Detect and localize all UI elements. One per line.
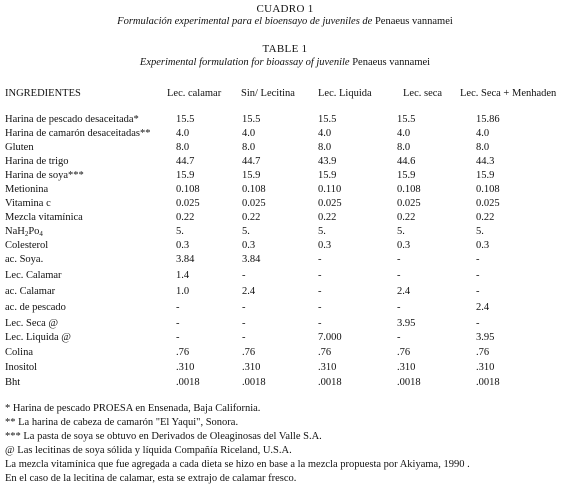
cell-value: 15.9: [242, 170, 261, 181]
cell-value: 2.4: [242, 286, 256, 297]
table-row: [0, 170, 570, 185]
column-header-lec-seca-menhaden: Lec. Seca + Menhaden: [460, 88, 557, 99]
row-label: ac. de pescado: [5, 302, 66, 313]
cell-value: 0.108: [242, 184, 266, 195]
table-row: [0, 318, 570, 333]
row-label: [5, 226, 43, 238]
row-label-subscript: 4: [39, 230, 43, 238]
cell-value: 15.9: [476, 170, 495, 181]
cell-value: -: [176, 302, 180, 313]
cell-value: 4.0: [242, 128, 256, 139]
column-header-lec-seca: Lec. seca: [403, 88, 443, 99]
row-label: Inositol: [5, 362, 38, 373]
cell-value: .310: [476, 362, 495, 373]
cell-value: -: [242, 270, 246, 281]
row-label: Gluten: [5, 142, 34, 153]
cell-value: 1.4: [176, 270, 190, 281]
table-row: [0, 156, 570, 171]
row-label: Colina: [5, 347, 33, 358]
cell-value: 8.0: [476, 142, 490, 153]
table-row: [0, 114, 570, 129]
cuadro-title: CUADRO 1: [256, 3, 314, 15]
english-subtitle-text: Experimental formulation for bioassay of juvenile: [139, 57, 350, 68]
row-label-subscript: 2: [24, 230, 29, 238]
table-title: TABLE 1: [262, 43, 308, 55]
cell-value: 0.3: [397, 240, 411, 251]
cell-value: .0018: [176, 377, 200, 388]
row-label: Colesterol: [5, 240, 49, 251]
cell-value: -: [242, 302, 246, 313]
row-label-part: NaH: [5, 226, 25, 237]
cell-value: -: [476, 254, 480, 265]
spanish-species: Penaeus vannamei: [374, 16, 453, 27]
cell-value: -: [318, 302, 322, 313]
cell-value: .310: [176, 362, 195, 373]
cell-value: 2.4: [397, 286, 411, 297]
cell-value: 4.0: [318, 128, 332, 139]
column-header-lec-calamar: Lec. calamar: [167, 88, 222, 99]
cell-value: -: [476, 270, 480, 281]
table-row: [0, 212, 570, 227]
cell-value: 15.5: [242, 114, 261, 125]
table-row: [0, 270, 570, 285]
cell-value: 44.3: [476, 156, 495, 167]
row-label: Harina de pescado desaceitada*: [5, 114, 139, 125]
row-label: Mezcla vitamínica: [5, 212, 83, 223]
cell-value: .0018: [242, 377, 266, 388]
cell-value: 0.108: [476, 184, 500, 195]
column-header-sin-lecitina: Sin/ Lecitina: [241, 88, 295, 99]
cell-value: 15.5: [176, 114, 195, 125]
cell-value: 15.9: [397, 170, 416, 181]
cell-value: 0.22: [318, 212, 337, 223]
cell-value: .76: [242, 347, 256, 358]
cell-value: 0.22: [397, 212, 416, 223]
cell-value: 8.0: [242, 142, 256, 153]
cell-value: 44.7: [242, 156, 261, 167]
cell-value: 4.0: [176, 128, 190, 139]
column-header-ingredientes: INGREDIENTES: [5, 88, 81, 99]
cell-value: -: [318, 318, 322, 329]
spanish-subtitle: [0, 16, 570, 27]
english-subtitle: [0, 57, 570, 68]
cell-value: 5.: [242, 226, 250, 237]
table-row: [0, 302, 570, 317]
table-row: [0, 286, 570, 301]
cell-value: -: [397, 270, 401, 281]
cell-value: .0018: [397, 377, 421, 388]
cell-value: 15.5: [397, 114, 416, 125]
cell-value: 0.3: [318, 240, 332, 251]
table-row: [0, 362, 570, 377]
row-label: Harina de camarón desaceitadas**: [5, 128, 151, 139]
cell-value: .0018: [318, 377, 342, 388]
cell-value: .310: [318, 362, 337, 373]
cell-value: 3.84: [176, 254, 195, 265]
cell-value: -: [476, 318, 480, 329]
cell-value: .76: [476, 347, 490, 358]
row-label: ac. Soya.: [5, 254, 44, 265]
row-label: Metionina: [5, 184, 49, 195]
row-label: Lec. Calamar: [5, 270, 62, 281]
cell-value: 44.6: [397, 156, 416, 167]
cell-value: 0.108: [176, 184, 200, 195]
table-row: [0, 347, 570, 362]
cell-value: .310: [397, 362, 416, 373]
footnote: La mezcla vitamínica que fue agregada a cada dieta se hizo en base a la mezcla propuesta por Akiyama, 1990 .: [5, 459, 470, 470]
cell-value: 5.: [176, 226, 184, 237]
cell-value: 0.3: [476, 240, 490, 251]
cell-value: .310: [242, 362, 261, 373]
cell-value: 0.3: [176, 240, 190, 251]
cell-value: 15.9: [318, 170, 337, 181]
cell-value: 0.108: [397, 184, 421, 195]
cell-value: -: [318, 254, 322, 265]
column-header-lec-liquida: Lec. Liquida: [318, 88, 372, 99]
cell-value: -: [176, 332, 180, 343]
cell-value: 0.025: [476, 198, 500, 209]
cell-value: 0.025: [176, 198, 200, 209]
row-label: Lec. Seca @: [5, 318, 59, 329]
table-row: [0, 377, 570, 392]
cell-value: 5.: [397, 226, 405, 237]
footnote: En el caso de la lecitina de calamar, esta se extrajo de calamar fresco.: [5, 473, 297, 484]
cell-value: -: [476, 286, 480, 297]
table-row: [0, 128, 570, 143]
cell-value: 0.22: [176, 212, 195, 223]
table-row: [0, 198, 570, 213]
table-row: [0, 184, 570, 199]
table-row: [0, 254, 570, 269]
spanish-subtitle-text: Formulación experimental para el bioensayo de juveniles de: [117, 16, 373, 27]
cell-value: 8.0: [397, 142, 411, 153]
cell-value: 3.95: [397, 318, 416, 329]
cell-value: 4.0: [476, 128, 490, 139]
cell-value: -: [242, 318, 246, 329]
cell-value: 7.000: [318, 332, 342, 343]
cell-value: 15.9: [176, 170, 195, 181]
cell-value: .76: [397, 347, 411, 358]
cell-value: 0.110: [318, 184, 342, 195]
cell-value: 3.84: [242, 254, 261, 265]
cell-value: -: [397, 302, 401, 313]
row-label: ac. Calamar: [5, 286, 56, 297]
cell-value: 43.9: [318, 156, 337, 167]
row-label: Harina de soya***: [5, 170, 84, 181]
row-label-part: Po: [28, 226, 40, 237]
cell-value: .76: [318, 347, 332, 358]
english-species: Penaeus vannamei: [352, 57, 431, 68]
footnote: ** La harina de cabeza de camarón "El Yaqui", Sonora.: [5, 417, 239, 428]
cell-value: 5.: [318, 226, 326, 237]
cell-value: 44.7: [176, 156, 195, 167]
cell-value: 0.3: [242, 240, 256, 251]
table-row: [0, 226, 570, 241]
cell-value: 0.22: [242, 212, 261, 223]
cell-value: 0.025: [242, 198, 266, 209]
cell-value: 0.22: [476, 212, 495, 223]
table-row: [0, 240, 570, 255]
footnote: @ Las lecitinas de soya sólida y líquida Compañía Riceland, U.S.A.: [5, 445, 292, 456]
row-label: Vitamina c: [5, 198, 51, 209]
cell-value: -: [318, 270, 322, 281]
cell-value: .76: [176, 347, 190, 358]
cell-value: 4.0: [397, 128, 411, 139]
cell-value: -: [318, 286, 322, 297]
cell-value: 3.95: [476, 332, 495, 343]
cell-value: -: [397, 332, 401, 343]
cell-value: -: [397, 254, 401, 265]
table-row: [0, 142, 570, 157]
footnote: * Harina de pescado PROESA en Ensenada, Baja California.: [5, 403, 261, 414]
cell-value: 15.5: [318, 114, 337, 125]
cell-value: 5.: [476, 226, 484, 237]
cell-value: -: [242, 332, 246, 343]
cell-value: 2.4: [476, 302, 490, 313]
row-label: Harina de trigo: [5, 156, 69, 167]
cell-value: 0.025: [397, 198, 421, 209]
cell-value: 8.0: [318, 142, 332, 153]
cell-value: 0.025: [318, 198, 342, 209]
row-label: Bht: [5, 377, 21, 388]
cell-value: 1.0: [176, 286, 190, 297]
footnote: *** La pasta de soya se obtuvo en Derivados de Oleaginosas del Valle S.A.: [5, 431, 322, 442]
cell-value: -: [176, 318, 180, 329]
table-row: [0, 332, 570, 347]
cell-value: 15.86: [476, 114, 500, 125]
row-label: Lec. Liquida @: [5, 332, 71, 343]
cell-value: 8.0: [176, 142, 190, 153]
cell-value: .0018: [476, 377, 500, 388]
